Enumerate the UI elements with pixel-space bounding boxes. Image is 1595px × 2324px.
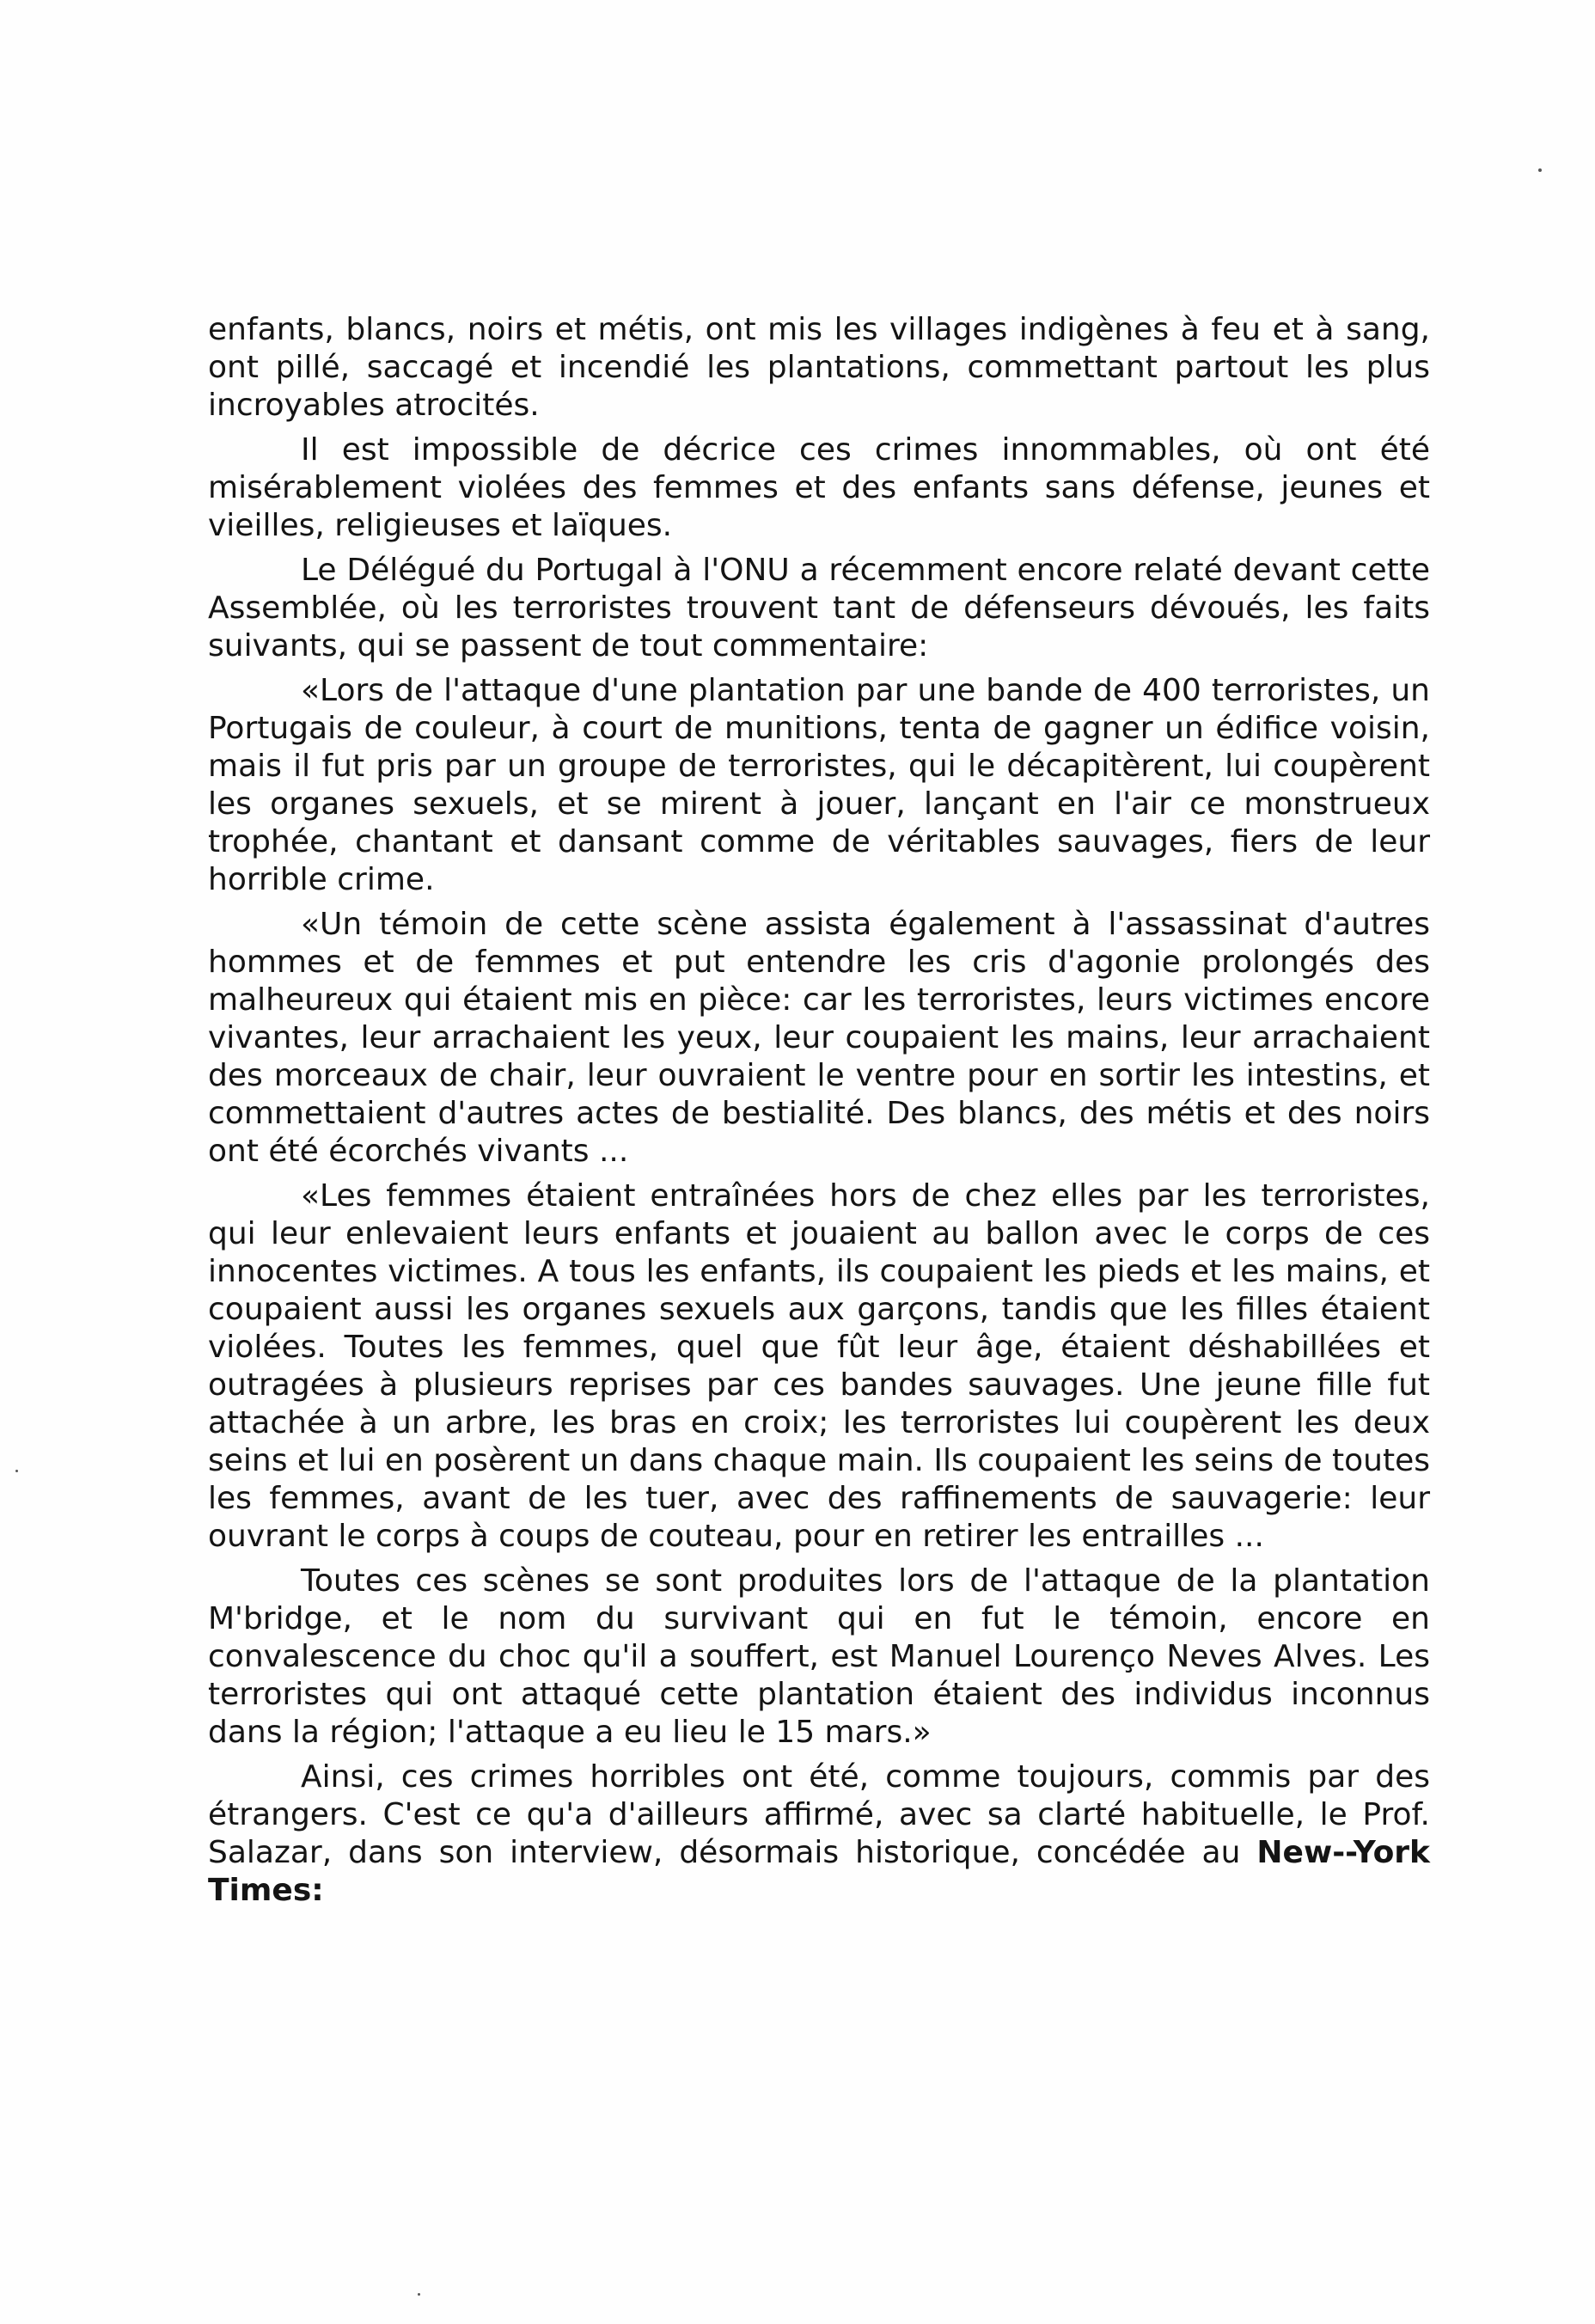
document-body bbox=[208, 311, 1430, 1917]
paragraph-final bbox=[208, 1758, 1430, 1910]
paragraph-conclusion-quote: Toutes ces scènes se sont produites lors de l'attaque de la plantation M'bridge, et le nom du survivant qui en fut le témoin, encore en convalescence du choc qu'il a souffert, est Manuel Lourenço Neves Alves. Les terroristes qui ont attaqué cette plantation étaient des individus inconnus dans la région; l'attaque a eu lieu le 15 mars.» bbox=[208, 1563, 1430, 1750]
scan-speck bbox=[1538, 168, 1542, 172]
paragraph-3: Le Délégué du Portugal à l'ONU a récemment encore relaté devant cette Assemblée, où les terroristes trouvent tant de défenseurs dévoués, les faits suivants, qui se passent de tout commentaire: bbox=[208, 553, 1430, 664]
quote-paragraph-1: «Lors de l'attaque d'une plantation par une bande de 400 terroristes, un Portugais de couleur, à court de munitions, tenta de gagner un édifice voisin, mais il fut pris par un groupe de terroristes, qui le décapitèrent, lui coupèrent les organes sexuels, et se mirent à jouer, lançant en l'air ce monstrueux trophée, chantant et dansant comme de véritables sauvages, fiers de leur horrible crime. bbox=[208, 673, 1430, 897]
paragraph-1: enfants, blancs, noirs et métis, ont mis les villages indigènes à feu et à sang, ont pillé, saccagé et incendié les plantations, commettant partout les plus incroyables atrocités. bbox=[208, 312, 1430, 423]
quote-paragraph-3: «Les femmes étaient entraînées hors de chez elles par les terroristes, qui leur enlevaient leurs enfants et jouaient au ballon avec le corps de ces innocentes victimes. A tous les enfants, ils coupaient les pieds et les mains, et coupaient aussi les organes sexuels aux garçons, tandis que les filles étaient violées. Toutes les femmes, quel que fût leur âge, étaient déshabillées et outragées à plusieurs reprises par ces bandes sauvages. Une jeune fille fut attachée à un arbre, les bras en croix; les terroristes lui coupèrent les deux seins et lui en posèrent un dans chaque main. Ils coupaient les seins de toutes les femmes, avant de les tuer, avec des raffinements de sauvagerie: leur ouvrant le corps à coups de couteau, pour en retirer les entrailles ... bbox=[208, 1178, 1430, 1554]
scan-speck bbox=[15, 1470, 18, 1472]
newspaper-title: New--York Times: bbox=[208, 1835, 1430, 1908]
quote-paragraph-2: «Un témoin de cette scène assista également à l'assassinat d'autres hommes et de femmes et put entendre les cris d'agonie prolongés des malheureux qui étaient mis en pièce: car les terroristes, leurs victimes encore vivantes, leur arrachaient les yeux, leur coupaient les mains, leur arrachaient des morceaux de chair, leur ouvraient le ventre pour en sortir les intestins, et commettaient d'autres actes de bestialité. Des blancs, des métis et des noirs ont été écorchés vivants ... bbox=[208, 907, 1430, 1169]
scan-speck bbox=[418, 2293, 420, 2296]
paragraph-2: Il est impossible de décrice ces crimes innommables, où ont été misérablement violées des femmes et des enfants sans défense, jeunes et vieilles, religieuses et laïques. bbox=[208, 432, 1430, 543]
final-text: Ainsi, ces crimes horribles ont été, comme toujours, commis par des étrangers. C'est ce qu'a d'ailleurs affirmé, avec sa clarté habituelle, le Prof. Salazar, dans son interview, désormais historique, concédée au bbox=[208, 1759, 1430, 1870]
